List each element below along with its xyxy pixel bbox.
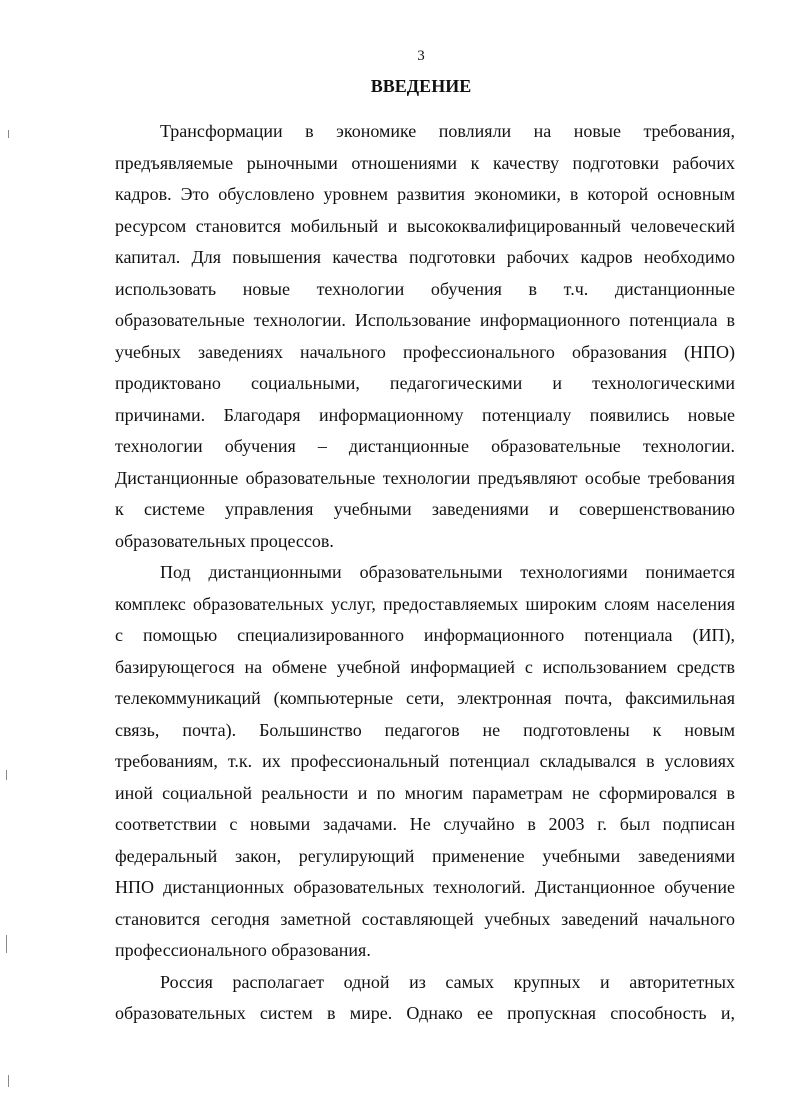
text-line: продиктовано социальными, педагогическими и технологическими [115,373,735,393]
text-line: требованиям, т.к. их профессиональный потенциал складывался в условиях [115,751,735,771]
text-line: становится сегодня заметной составляющей учебных заведений начального [115,908,735,929]
paragraph [115,967,735,1030]
text-line: предъявляемые рыночными отношениями к качеству подготовки рабочих [115,152,735,173]
text-line: соответствии с новыми задачами. Не случайно в 2003 г. был подписан [115,814,735,834]
text-line: с помощью специализированного информационного потенциала (ИП), [115,625,735,645]
scan-artifact [6,770,7,780]
scan-artifact [8,130,9,138]
scan-artifact [8,1075,9,1087]
text-line: к системе управления учебными заведениями и совершенствованию [115,499,735,519]
text-line: причинами. Благодаря информационному потенциалу появились новые [115,404,735,425]
text-line: телекоммуникаций (компьютерные сети, электронная почта, факсимильная [115,688,735,708]
text-line: ресурсом становится мобильный и высококвалифицированный человеческий [115,215,735,236]
text-line: иной социальной реальности и по многим параметрам не сформировался в [115,782,735,803]
section-title: ВВЕДЕНИЕ [370,76,472,96]
paragraph [115,116,735,557]
text-line: комплекс образовательных услуг, предоставляемых широким слоям населения [115,593,735,614]
text-line: Под дистанционными образовательными технологиями понимается [160,562,735,582]
text-line: федеральный закон, регулирующий применение учебными заведениями [115,845,735,866]
text-line: капитал. Для повышения качества подготовки рабочих кадров необходимо [115,247,735,267]
text-line: Дистанционные образовательные технологии предъявляют особые требования [115,467,735,488]
paragraph [115,557,735,967]
text-line: образовательных процессов. [115,530,334,551]
text-line: образовательных систем в мире. Однако ее пропускная способность и, [115,1003,735,1023]
text-line: базирующегося на обмене учебной информацией с использованием средств [115,656,735,677]
scan-artifact [6,935,7,953]
text-line: кадров. Это обусловлено уровнем развития экономики, в которой основным [115,184,735,204]
text-line: Трансформации в экономике повлияли на новые требования, [160,121,735,141]
text-line: учебных заведениях начального профессионального образования (НПО) [115,341,735,362]
text-line: использовать новые технологии обучения в т.ч. дистанционные [115,278,735,299]
text-line: Россия располагает одной из самых крупных и авторитетных [160,971,735,992]
document-body [115,116,735,1030]
page-number: 3 [417,48,425,64]
text-line: технологии обучения – дистанционные образовательные технологии. [115,436,735,456]
text-line: образовательные технологии. Использование информационного потенциала в [115,310,735,330]
text-line: профессионального образования. [115,940,371,960]
text-line: связь, почта). Большинство педагогов не подготовлены к новым [115,719,735,740]
text-line: НПО дистанционных образовательных технологий. Дистанционное обучение [115,877,735,897]
